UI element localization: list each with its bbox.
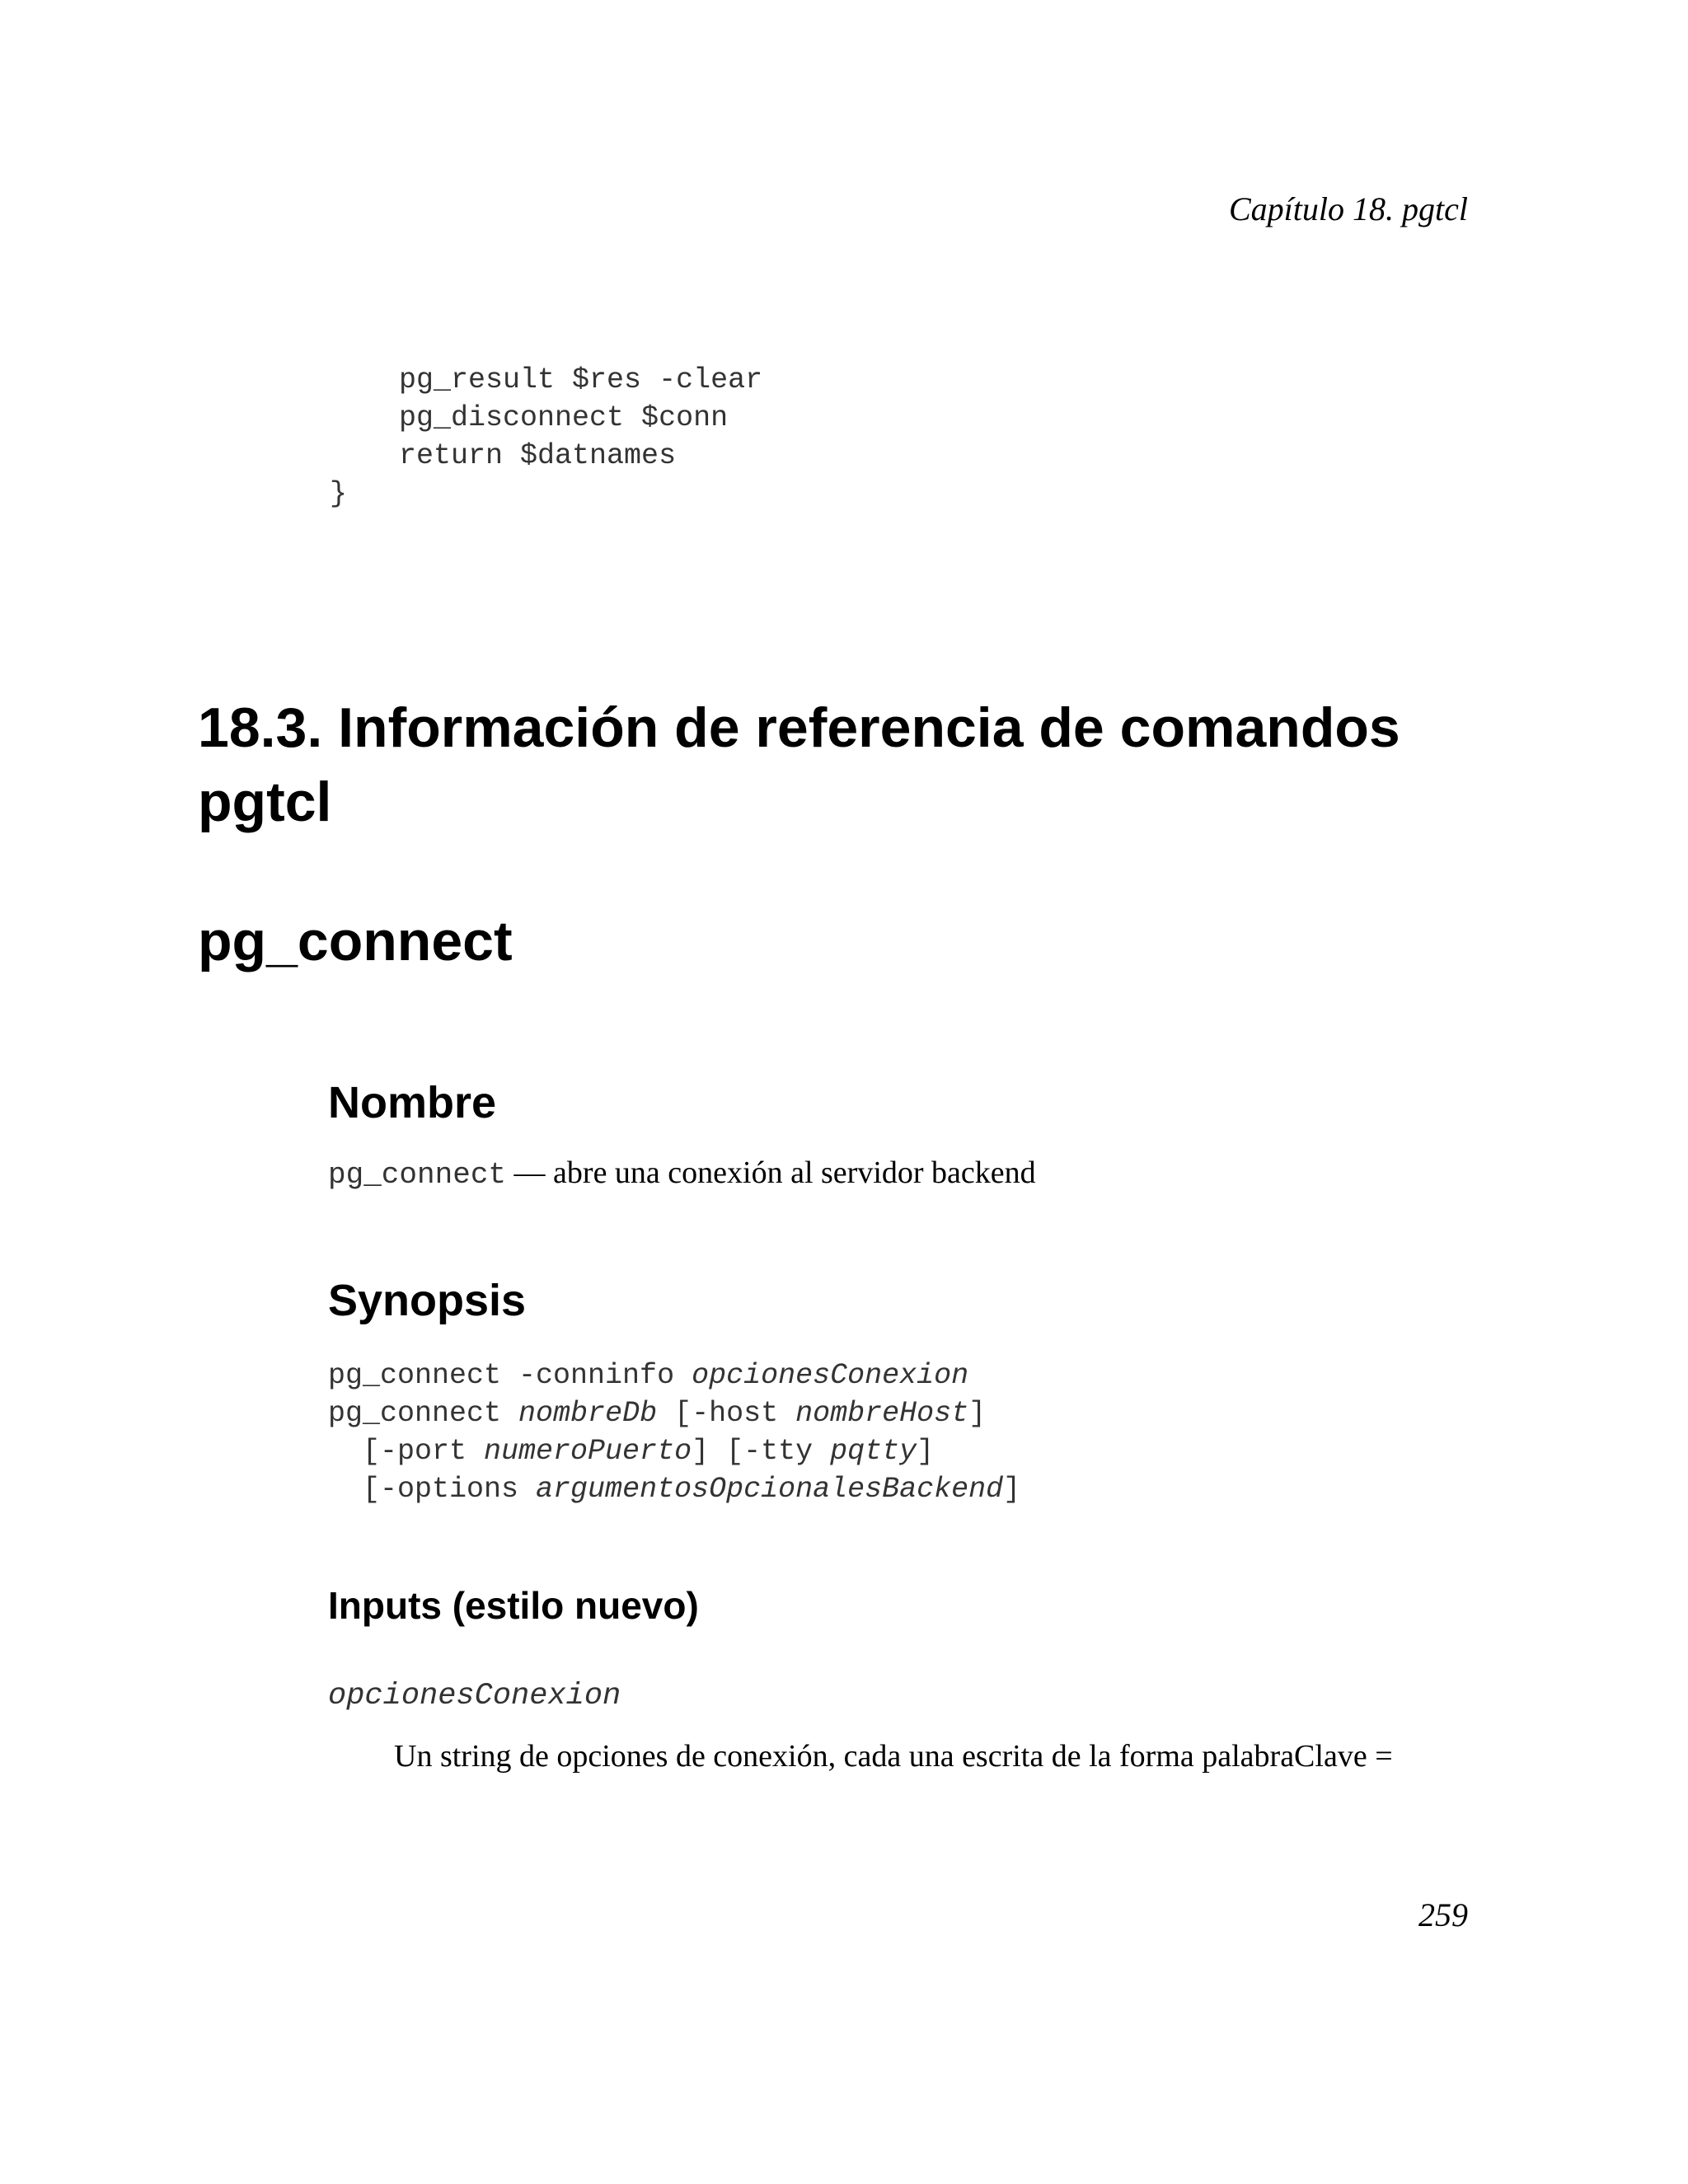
synopsis-arg: pqtty: [830, 1435, 917, 1468]
synopsis-text: [-port: [328, 1435, 485, 1468]
inputs-heading: Inputs (estilo nuevo): [328, 1584, 699, 1627]
code-line: pg_result $res -clear: [330, 363, 763, 396]
nombre-purpose: abre una conexión al servidor backend: [553, 1155, 1036, 1190]
section-title: 18.3. Información de referencia de comandos pgtcl: [198, 696, 1400, 833]
nombre-separator: —: [506, 1155, 554, 1190]
synopsis-arg: opcionesConexion: [692, 1359, 969, 1392]
synopsis-text: [-options: [328, 1473, 537, 1506]
synopsis-text: pg_connect -conninfo: [328, 1359, 692, 1392]
refentry-title: pg_connect: [198, 910, 513, 972]
synopsis-arg: nombreHost: [795, 1397, 969, 1430]
page-number: 259: [1418, 1896, 1468, 1933]
code-line: pg_disconnect $conn: [330, 401, 729, 434]
synopsis-arg: argumentosOpcionalesBackend: [536, 1473, 1004, 1506]
code-line: return $datnames: [330, 439, 677, 472]
synopsis-heading: Synopsis: [328, 1276, 527, 1325]
nombre-command: pg_connect: [328, 1158, 507, 1192]
nombre-line: [328, 1152, 1036, 1196]
running-header: Capítulo 18. pgtcl: [1229, 190, 1468, 227]
code-block-top: [330, 361, 762, 513]
synopsis-text: ]: [917, 1435, 935, 1468]
synopsis-text: ]: [968, 1397, 987, 1430]
synopsis-text: pg_connect: [328, 1397, 519, 1430]
code-line: }: [330, 477, 348, 510]
synopsis-block: [328, 1357, 1020, 1508]
synopsis-arg: nombreDb: [518, 1397, 658, 1430]
synopsis-text: ]: [1003, 1473, 1021, 1506]
synopsis-arg: numeroPuerto: [484, 1435, 692, 1468]
input-term-description: Un string de opciones de conexión, cada una escrita de la forma palabraClave =: [394, 1739, 1393, 1774]
synopsis-text: ] [-tty: [692, 1435, 831, 1468]
input-term: opcionesConexion: [328, 1679, 621, 1713]
synopsis-text: [-host: [657, 1397, 796, 1430]
nombre-heading: Nombre: [328, 1078, 497, 1127]
